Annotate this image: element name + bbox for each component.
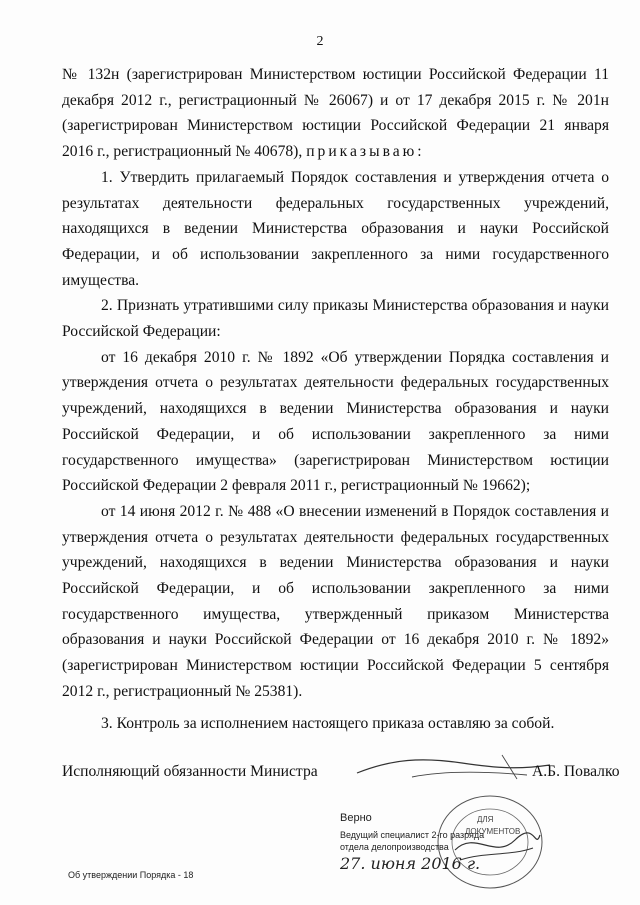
- handwritten-signature: [352, 749, 552, 789]
- document-body: [62, 62, 609, 736]
- certification-stamp: [335, 790, 625, 890]
- paragraph-order-1892: от 16 декабря 2010 г. № 1892 «Об утверждении Порядка составления и утверждения отчета о результатах деятельности федеральных государственных учреждений, находящихся в ведении Министерства образования и науки Российской Федерации, и об использовании закрепленного за ними государственного имущества» (зарегистрирован Министерством юстиции Российской Федерации 2 февраля 2011 г., регистрационный № 19662);: [62, 348, 609, 495]
- paragraph-item-3: 3. Контроль за исполнением настоящего приказа оставляю за собой.: [101, 714, 555, 732]
- signatory-title: Исполняющий обязанности Министра: [62, 763, 318, 780]
- certifier-department: отдела делопроизводства: [340, 842, 449, 852]
- svg-text:ДЛЯ: ДЛЯ: [477, 815, 494, 824]
- footer-note: Об утверждении Порядка - 18: [68, 870, 194, 880]
- round-seal-icon: [415, 790, 545, 890]
- paragraph-item-1: 1. Утвердить прилагаемый Порядок составления и утверждения отчета о результатах деятельности федеральных государственных учреждений, находящихся в ведении Министерства образования и науки Российской Федерации, и об использовании закрепленного за ними государственного имущества.: [62, 168, 609, 289]
- paragraph-item-2: 2. Признать утратившими силу приказы Министерства образования и науки Российской Федерации:: [62, 297, 609, 341]
- order-word: приказываю:: [306, 143, 425, 161]
- intro-text: № 132н (зарегистрирован Министерством юстиции Российской Федерации 11 декабря 2012 г., регистрационный № 26067) и от 17 декабря 2015 г. № 201н (зарегистрирован Министерством юстиции Российской Федерации 21 января 2016 г., регистрационный № 40678),: [62, 66, 609, 161]
- verno-label: Верно: [340, 812, 372, 824]
- paragraph-order-488: от 14 июня 2012 г. № 488 «О внесении изменений в Порядок составления и утверждения отчета о результатах деятельности федеральных государственных учреждений, находящихся в ведении Министерства образования и науки Российской Федерации, и об использовании закрепленного за ними государственного имущества, утвержденный приказом Министерства образования и науки Российской Федерации от 16 декабря 2010 г. № 1892» (зарегистрирован Министерством юстиции Российской Федерации 5 сентября 2012 г., регистрационный № 25381).: [62, 502, 609, 700]
- svg-text:ДОКУМЕНТОВ: ДОКУМЕНТОВ: [465, 827, 521, 836]
- intro-paragraph: [62, 62, 609, 165]
- page-number: 2: [316, 34, 324, 49]
- certification-date: 27. июня 2016 г.: [340, 854, 481, 873]
- signatory-name: А.Б. Повалко: [532, 763, 620, 780]
- certifier-position: Ведущий специалист 2-го разряда: [340, 830, 485, 840]
